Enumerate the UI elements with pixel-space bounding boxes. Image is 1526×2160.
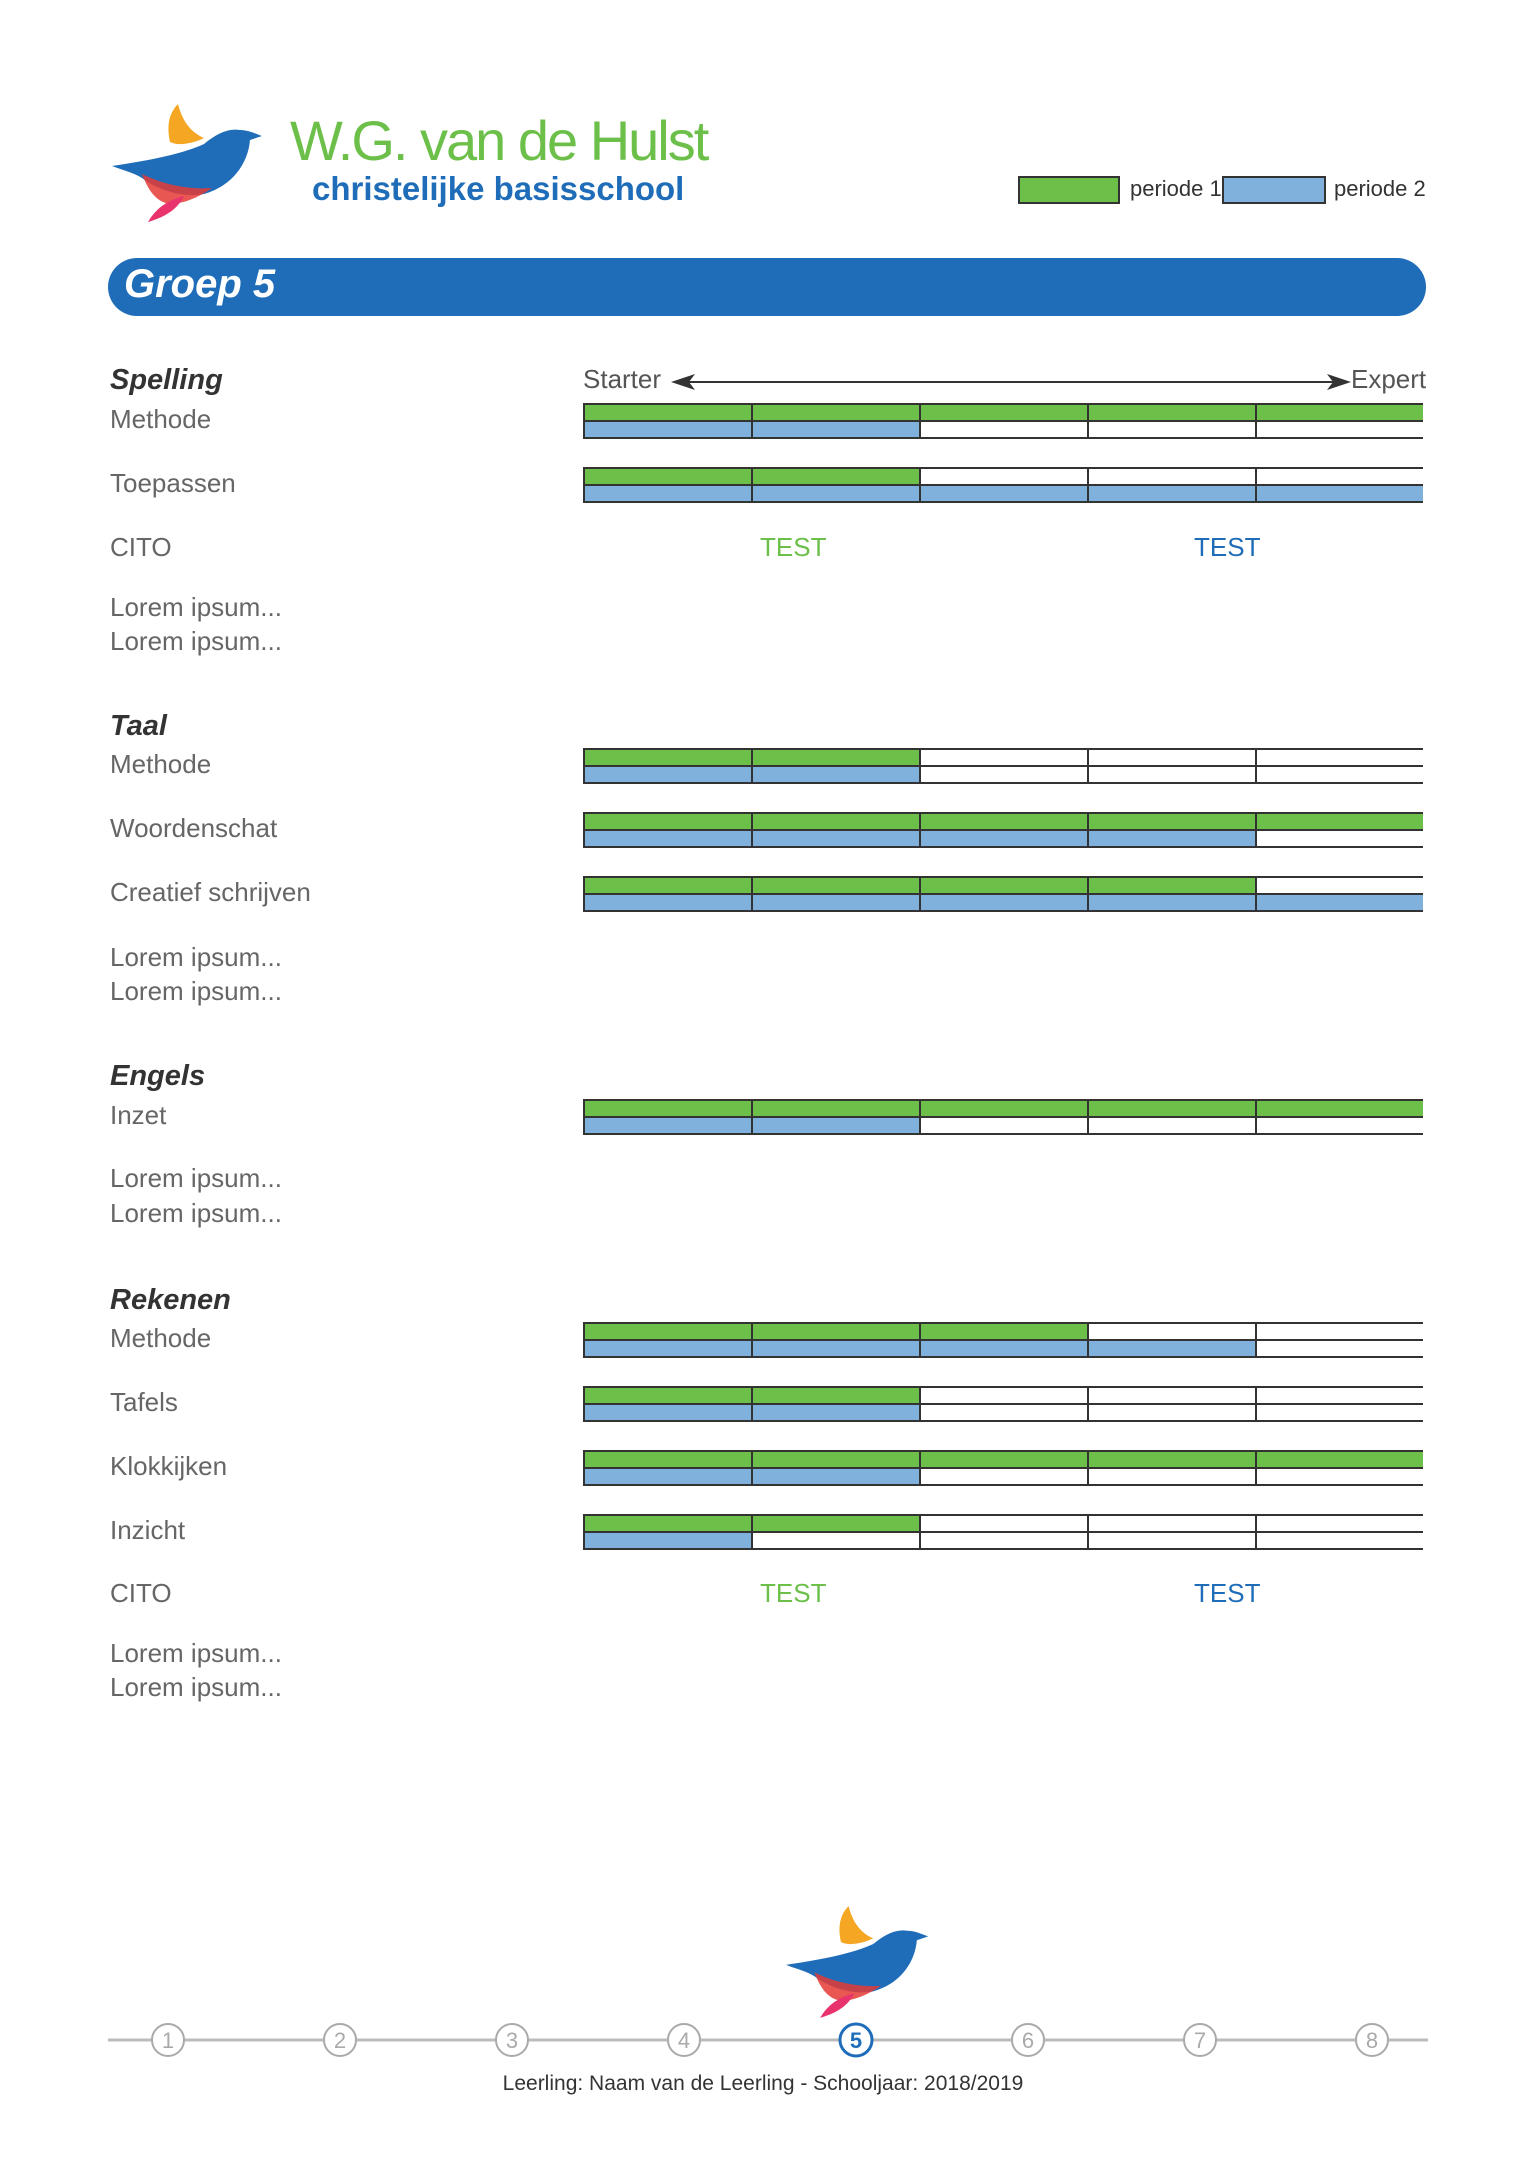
periode-2-segment (584, 766, 752, 783)
periode-1-segment (1256, 1387, 1423, 1404)
periode-1-segment (1088, 1100, 1256, 1117)
progress-bar (583, 467, 1423, 503)
periode-2-segment (584, 1404, 752, 1421)
cito-test-periode-1: TEST (760, 1578, 827, 1608)
note-line: Lorem ipsum... (110, 942, 282, 972)
row-label: Inzet (110, 1100, 167, 1130)
periode-2-segment (752, 830, 920, 847)
periode-2-segment (1088, 1532, 1256, 1549)
periode-2-segment (584, 830, 752, 847)
timeline-step-label: 7 (1193, 2028, 1207, 2053)
periode-1-segment (584, 1323, 752, 1340)
periode-1-segment (1088, 404, 1256, 421)
periode-2-segment (1256, 421, 1423, 438)
periode-2-segment (920, 1340, 1088, 1357)
periode-1-segment (920, 468, 1088, 485)
periode-1-segment (920, 813, 1088, 830)
timeline-step-label: 5 (849, 2028, 863, 2053)
section-title-engels: Engels (110, 1060, 206, 1092)
periode-2-segment (920, 485, 1088, 502)
section-title-rekenen: Rekenen (110, 1284, 231, 1316)
periode-2-segment (920, 1404, 1088, 1421)
periode-1-segment (752, 1515, 920, 1532)
periode-1-segment (920, 1100, 1088, 1117)
periode-2-segment (920, 830, 1088, 847)
periode-1-segment (920, 1323, 1088, 1340)
school-name: W.G. van de Hulst (290, 109, 708, 172)
periode-2-segment (752, 1404, 920, 1421)
progress-bar (583, 876, 1423, 912)
note-line: Lorem ipsum... (110, 592, 282, 622)
skill-scale (583, 362, 1428, 402)
group-timeline (108, 2018, 1428, 2062)
progress-bar-graphic (583, 812, 1423, 848)
group-banner (108, 258, 1426, 316)
periode-1-segment (1256, 749, 1423, 766)
periode-1-segment (920, 749, 1088, 766)
periode-2-segment (1256, 830, 1423, 847)
periode-2-segment (1256, 1532, 1423, 1549)
section-title-taal: Taal (110, 710, 167, 742)
progress-bar-graphic (583, 467, 1423, 503)
row-label: Toepassen (110, 468, 236, 498)
cito-test-periode-2: TEST (1194, 1578, 1261, 1608)
timeline-step-label: 6 (1021, 2028, 1035, 2053)
timeline-step-label: 4 (677, 2028, 691, 2053)
periode-2-segment (920, 1532, 1088, 1549)
periode-2-segment (1256, 1117, 1423, 1134)
periode-1-segment (752, 468, 920, 485)
row-label: Methode (110, 1323, 212, 1353)
periode-1-segment (1088, 813, 1256, 830)
periode-2-segment (584, 1117, 752, 1134)
note-line: Lorem ipsum... (110, 1672, 282, 1702)
periode-2-segment (752, 894, 920, 911)
periode-1-segment (752, 1387, 920, 1404)
progress-bar (583, 1386, 1423, 1422)
periode-2-segment (752, 485, 920, 502)
cito-test-periode-1: TEST (760, 532, 827, 562)
periode-1-segment (752, 813, 920, 830)
periode-2-segment (752, 766, 920, 783)
periode-1-segment (1088, 877, 1256, 894)
periode-1-segment (1256, 404, 1423, 421)
periode-1-segment (920, 1387, 1088, 1404)
periode-2-segment (920, 1117, 1088, 1134)
timeline-graphic (108, 2018, 1428, 2062)
periode-2-segment (920, 894, 1088, 911)
legend-swatch-periode-2 (1222, 176, 1326, 204)
progress-bar-graphic (583, 1386, 1423, 1422)
progress-bar (583, 748, 1423, 784)
periode-2-segment (1088, 1468, 1256, 1485)
legend-swatch-periode-1 (1018, 176, 1120, 204)
periode-2-segment (1088, 1340, 1256, 1357)
legend-label-periode-1: periode 1 (1130, 176, 1222, 201)
periode-1-segment (584, 877, 752, 894)
progress-bar (583, 1514, 1423, 1550)
periode-1-segment (1256, 877, 1423, 894)
periode-2-segment (584, 1468, 752, 1485)
footer-student-info: Leerling: Naam van de Leerling - Schooljaar: 2018/2019 (502, 2072, 1024, 2095)
row-label: Klokkijken (110, 1451, 228, 1481)
progress-bar-graphic (583, 1099, 1423, 1135)
progress-bar (583, 812, 1423, 848)
timeline-step-label: 2 (333, 2028, 347, 2053)
note-line: Lorem ipsum... (110, 1163, 282, 1193)
periode-1-segment (752, 1323, 920, 1340)
periode-1-segment (1256, 813, 1423, 830)
periode-1-segment (1256, 1100, 1423, 1117)
note-line: Lorem ipsum... (110, 626, 282, 656)
note-line: Lorem ipsum... (110, 1198, 282, 1228)
periode-1-segment (1088, 749, 1256, 766)
cito-label: CITO (110, 532, 172, 562)
periode-1-segment (1088, 1451, 1256, 1468)
school-subtitle: christelijke basisschool (312, 170, 685, 207)
periode-2-segment (584, 894, 752, 911)
row-label: Creatief schrijven (110, 877, 311, 907)
periode-2-segment (752, 1532, 920, 1549)
periode-2-segment (1256, 1340, 1423, 1357)
periode-1-segment (1256, 1323, 1423, 1340)
periode-2-segment (1256, 766, 1423, 783)
periode-1-segment (584, 749, 752, 766)
periode-2-segment (1256, 1468, 1423, 1485)
periode-1-segment (920, 404, 1088, 421)
periode-2-segment (1088, 766, 1256, 783)
periode-2-segment (1088, 421, 1256, 438)
periode-2-segment (1256, 485, 1423, 502)
legend-label-periode-2: periode 2 (1334, 176, 1426, 201)
row-label: Woordenschat (110, 813, 278, 843)
periode-2-segment (584, 1340, 752, 1357)
periode-2-segment (752, 1468, 920, 1485)
periode-2-segment (584, 1532, 752, 1549)
cito-test-periode-2: TEST (1194, 532, 1261, 562)
periode-2-segment (752, 1117, 920, 1134)
periode-2-segment (920, 1468, 1088, 1485)
periode-1-segment (752, 1100, 920, 1117)
group-title: Groep 5 (124, 262, 276, 306)
periode-2-segment (1256, 1404, 1423, 1421)
progress-bar (583, 1322, 1423, 1358)
periode-2-segment (920, 766, 1088, 783)
periode-1-segment (584, 1451, 752, 1468)
progress-bar (583, 403, 1423, 439)
section-title-spelling: Spelling (110, 364, 223, 396)
periode-1-segment (584, 813, 752, 830)
periode-1-segment (1256, 1451, 1423, 1468)
row-label: Tafels (110, 1387, 178, 1417)
cito-label: CITO (110, 1578, 172, 1608)
periode-1-segment (1256, 1515, 1423, 1532)
periode-1-segment (920, 1515, 1088, 1532)
row-label: Methode (110, 749, 212, 779)
periode-1-segment (920, 1451, 1088, 1468)
periode-2-segment (752, 421, 920, 438)
periode-2-segment (1088, 1117, 1256, 1134)
progress-bar-graphic (583, 1322, 1423, 1358)
progress-bar-graphic (583, 403, 1423, 439)
scale-end-label: Expert (1351, 364, 1427, 394)
timeline-step-label: 1 (161, 2028, 175, 2053)
periode-1-segment (752, 749, 920, 766)
periode-1-segment (1088, 1515, 1256, 1532)
note-line: Lorem ipsum... (110, 976, 282, 1006)
row-label: Inzicht (110, 1515, 186, 1545)
periode-2-segment (752, 1340, 920, 1357)
footer-logo-bird (786, 1906, 932, 2018)
progress-bar-graphic (583, 876, 1423, 912)
periode-1-segment (752, 1451, 920, 1468)
timeline-step-label: 3 (505, 2028, 519, 2053)
progress-bar-graphic (583, 748, 1423, 784)
periode-2-segment (920, 421, 1088, 438)
periode-1-segment (752, 877, 920, 894)
periode-1-segment (584, 1100, 752, 1117)
periode-1-segment (1088, 1387, 1256, 1404)
periode-1-segment (752, 404, 920, 421)
periode-2-segment (1088, 830, 1256, 847)
periode-1-segment (584, 1515, 752, 1532)
periode-1-segment (920, 877, 1088, 894)
periode-1-segment (584, 404, 752, 421)
periode-2-segment (1088, 894, 1256, 911)
periode-2-segment (584, 421, 752, 438)
school-logo-bird (112, 104, 266, 222)
row-label: Methode (110, 404, 212, 434)
periode-1-segment (1088, 1323, 1256, 1340)
timeline-step-label: 8 (1365, 2028, 1379, 2053)
periode-1-segment (584, 1387, 752, 1404)
periode-1-segment (1256, 468, 1423, 485)
scale-arrow-icon (671, 370, 1351, 394)
note-line: Lorem ipsum... (110, 1638, 282, 1668)
periode-2-segment (1088, 1404, 1256, 1421)
progress-bar-graphic (583, 1514, 1423, 1550)
periode-1-segment (584, 468, 752, 485)
periode-2-segment (1088, 485, 1256, 502)
periode-1-segment (1088, 468, 1256, 485)
periode-2-segment (584, 485, 752, 502)
progress-bar-graphic (583, 1450, 1423, 1486)
progress-bar (583, 1450, 1423, 1486)
periode-2-segment (1256, 894, 1423, 911)
progress-bar (583, 1099, 1423, 1135)
scale-start-label: Starter (583, 364, 662, 394)
